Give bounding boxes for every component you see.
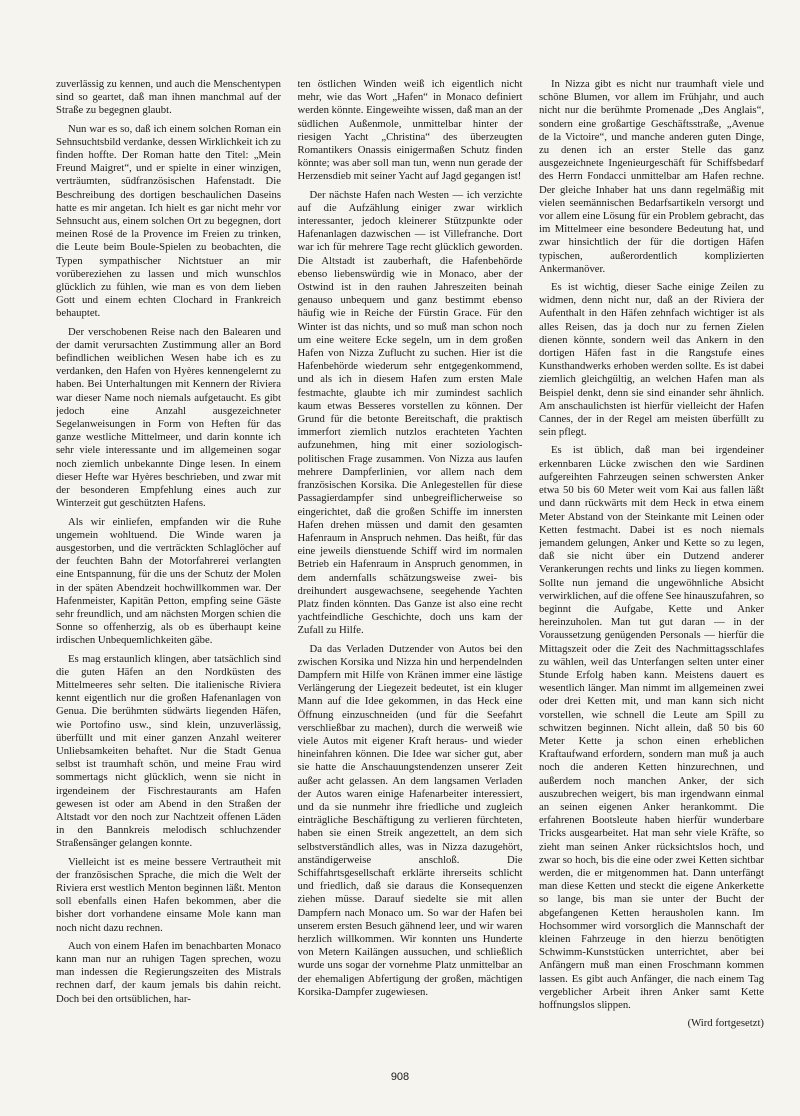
- paragraph: Der verschobenen Reise nach den Balearen und der damit verursachten Zustimmung aller an Bord befindlichen weiblichen Wesen habe ich es zu verdanken, den Hafen von Hyères kennengelernt zu haben. Bei Unterhaltungen mit Kennern der Riviera war dieser Name noch niemals aufgetaucht. Es gibt jedoch eine Anzahl ausgezeichneter Segelanweisungen in Form von Heften für das ganze westliche Mittelmeer, und darin konnte ich sehr viele interessante und im allgemeinen sogar noch ziemlich unbekannte Dinge lesen. In einem dieser Hefte war Hyères beschrieben, und zwar mit der besonderen Empfehlung eines auch zur Winterzeit gut geschützten Hafens.: [56, 325, 281, 510]
- paragraph: Da das Verladen Dutzender von Autos bei den zwischen Korsika und Nizza hin und herpendelnden Dampfern mit Hilfe von Kränen immer eine lästige Verlängerung der Liegezeit bedeutet, ist ein kluger Mann auf die Idee gekommen, in das Heck eine Öffnung einzuschneiden (und für die Seefahrt verschließbar zu machen), durch die werweiß wie viele Autos mit eigener Kraft heraus- und wieder hineinfahren können. Die Idee war sicher gut, aber sie hatte die Anschauungstendenzen unserer Zeit außer acht gelassen. An dem langsamen Verladen der Autos waren einige Hafenarbeiter interessiert, und da sie nunmehr ihre friedliche und zugleich einträgliche Beschäftigung zu verlieren fürchteten, haben sie einen Streik angezettelt, an dem sich selbstverständlich alles, was in Nizza dazugehört, anständigerweise anschloß. Die Schiffahrtsgesellschaft erklärte ihrerseits schlicht und friedlich, daß sie daraus die Konsequenzen ziehen müsse. Darauf siedelte sie mit allen Dampfern nach Monaco um. So war der Hafen bei unserem ersten Besuch gähnend leer, und wir waren herzlich willkommen. Wir konnten uns Hunderte von Metern Kailängen aussuchen, und schließlich wurde uns sogar der vornehme Platz unmittelbar an der ehemaligen Abfertigung der großen, mächtigen Korsika-Dampfer zugewiesen.: [297, 642, 523, 998]
- paragraph: Es ist üblich, daß man bei irgendeiner erkennbaren Lücke zwischen den wie Sardinen aufgereihten Fahrzeugen seinen schwersten Anker etwa 50 bis 60 Meter weit vom Kai aus fallen läßt und dann rückwärts mit dem Heck in etwa einem Meter Abstand von der Steinkante mit Leinen oder Ketten festmacht. Dabei ist es noch niemals jemandem gelungen, Anker und Kette so zu legen, daß sie nicht über ein Dutzend anderer Verankerungen rechts und links zu liegen kommen. Sollte nun jemand die ungewöhnliche Absicht verwirklichen, auf die offene See hinauszufahren, so beginnt die Aufgabe, Kette und Anker hereinzuholen. Man tut gut daran — in der Voraussetzung genügenden Personals — hierfür die Mittagszeit oder die Zeit des Nachmittagsschlafes zu wählen, weil das Unterfangen selten unter einer Stunde Erfolg haben kann. Meistens dauert es wesentlich länger. Man nimmt im allgemeinen zwei oder drei Ketten mit, und man kann sich nicht vorstellen, wie schnell die Leute am Spill zu schwitzen beginnen. Nicht allein, daß 50 bis 60 Meter Kette ja schon einen erheblichen Kraftaufwand erfordern, sondern man muß ja auch noch die anderen Ketten hinzurechnen, und außerdem noch manchen Anker, der sich auszubrechen weigert, bis man irgendwann einmal an seinen eigenen Anker herankommt. Die erfahrenen Bootsleute haben hierfür wunderbare Tricks ausgearbeitet. Hat man sehr viele Kräfte, so zieht man seinen Anker rücksichtslos hoch, und zwar so hoch, bis die eine oder zwei Ketten sichtbar werden, die er mitgenommen hat. Dann unterfängt man diese Ketten und steckt die eigene Ankerkette so lange, bis man sie unter der Bucht der abgefangenen Ketten herausholen kann. Im Hochsommer wird vorsorglich die Mannschaft der kleinen Fahrzeuge in den hierzu benötigten Schwimm-Kunststücken unterrichtet, aber bei Anfängern muß man einen Froschmann kommen lassen. Es gibt auch Anfänger, die nach einem Tag vergeblicher Arbeit ihren Anker samt Kette hoffnungslos slippen.: [539, 444, 764, 1012]
- paragraph: Es ist wichtig, dieser Sache einige Zeilen zu widmen, denn nicht nur, daß an der Riviera der Aufenthalt in den Häfen zehnfach wichtiger ist als alles Reisen, das ja doch nur zu fernen Zielen dienen könnte, sondern weil das Ankern in den dortigen Häfen fast in die Rangstufe eines Kunsthandwerks erhoben werden sollte. Es ist dabei ziemlich gleichgültig, an welchen Hafen man als Beispiel denkt, denn sie sind einander sehr ähnlich. Am anschaulichsten ist hierfür vielleicht der Hafen Cannes, der in der Regel am meisten überfüllt zu sein pflegt.: [539, 281, 764, 439]
- paragraph: Es mag erstaunlich klingen, aber tatsächlich sind die guten Häfen an den Nordküsten des Mittelmeeres sehr selten. Die italienische Riviera kennt eigentlich nur die großen Hafenanlagen von Genua. Die berühmten südwärts liegenden Häfen, wie Portofino usw., sind klein, unzuverlässig, überfüllt und mit einer ganzen Anzahl weiterer Unliebsamkeiten behaftet. Nur die Stadt Genua selbst ist traumhaft schön, und meine Frau wird sommertags nicht glücklich, wenn sie nicht in irgendeinem der Fischrestaurants am Hafen gewesen ist oder am Abend in den Straßen der Altstadt vor den noch zur Nachtzeit offenen Läden in den Bannkreis melodisch schluchzender Straßensänger gelangen konnte.: [56, 652, 281, 850]
- column-2: [298, 78, 523, 1068]
- paragraph: In Nizza gibt es nicht nur traumhaft viele und schöne Blumen, vor allem im Frühjahr, und auch nicht nur die berühmte Promenade „Des Anglais“, sondern eine großartige Geschäftsstraße, „Avenue de la Victoire“, und manche anderen guten Dinge, zu denen ich an erster Stelle das ganz ausgezeichnete Ingenieurgeschäft für Schiffsbedarf des Herrn Fondacci unmittelbar am Hafen rechne. Der gleiche Inhaber hat uns dann regelmäßig mit vielen seemännischen Bedarfsartikeln versorgt und vor allem eine Lösung für ein Problem gebracht, das im Mittelmeer eine besondere Bedeutung hat, und zwar hinsichtlich der für die dortigen Häfen typischen, außerordentlich komplizierten Ankermanöver.: [539, 78, 764, 275]
- paragraph: ten östlichen Winden weiß ich eigentlich nicht mehr, wie das Wort „Hafen“ in Monaco definiert werden könnte. Eingeweihte wissen, daß man an der südlichen Außenmole, unmittelbar hinter der riesigen Yacht „Christina“ des überzeugten Romantikers Onassis einigermaßen Schutz finden könnte; was aber soll man tun, wenn nun gerade der Herzensdieb mit seiner Yacht auf Jagd gegangen ist!: [297, 78, 523, 183]
- article-page: [56, 78, 764, 1068]
- column-3: [539, 78, 764, 1068]
- paragraph: Auch von einem Hafen im benachbarten Monaco kann man nur an ruhigen Tagen sprechen, wozu man indessen die Regierungszeiten des Mistrals rechnen darf, der kaum jemals bis dahin reicht. Doch bei den ortsüblichen, har-: [56, 939, 281, 1005]
- paragraph: Nun war es so, daß ich einem solchen Roman ein Sehnsuchtsbild verdanke, dessen Wirklichkeit ich zu finden hoffte. Der Roman hatte den Titel: „Mein Freund Maigret“, und er spielte in einer winzigen, verträumten, südfranzösischen Hafenstadt. Die Beschreibung des dortigen beschaulichen Daseins hatte es mir angetan. Ich hielt es gar nicht mehr vor Sehnsucht aus, einem solchen Ort zu begegnen, dort meinen Rosé de la Provence im Freien zu trinken, die Leute beim Boule-Spielen zu beobachten, die Typen sympathischer Nichtstuer an mir vorübereziehen zu lassen und mich wunschlos glücklich zu fühlen, wie man es von dem lieben Gott und einem echten Clochard in Frankreich behauptet.: [56, 122, 281, 320]
- paragraph: Als wir einliefen, empfanden wir die Ruhe ungemein wohltuend. Die Winde waren ja ausgestorben, und die verträckten Schlaglöcher auf der feuchten Bahn der Motorfahrerei verlangten eine Entspannung, für die uns der Schutz der Molen in der späten Abendzeit hochwillkommen war. Der Hafenmeister, Kapitän Petton, empfing seine Gäste sehr freundlich, und am nächsten Morgen schien die Sonne so offenherzig, als ob es überhaupt keine irdischen Unbequemlichkeiten gäbe.: [56, 515, 281, 647]
- paragraph: zuverlässig zu kennen, und auch die Menschentypen sind so geartet, daß man ihnen manchmal auf der Straße zu begegnen glaubt.: [56, 78, 281, 117]
- text-columns: [56, 78, 764, 1068]
- paragraph: Der nächste Hafen nach Westen — ich verzichte auf die Aufzählung einiger zwar wirklich interessanter, jedoch kleinerer Stützpunkte oder Hafenanlagen dazwischen — ist Villefranche. Dort war ich für mehrere Tage recht glücklich geworden. Die Altstadt ist zauberhaft, die Hafenbehörde ebenso liebenswürdig wie in Monaco, aber der Ostwind ist in den rauhen Jahreszeiten beinah genauso unbequem und ganz bestimmt ebenso häufig wie in Reiche der Fürstin Grace. Für den Winter ist das nichts, und so muß man schon noch um eine weitere Ecke segeln, um in dem großen Hafen von Nizza Zuflucht zu suchen. Hier ist die Hafenbehörde wiederum sehr entgegenkommend, und als ich in diesem Hafen zum ersten Male festmachte, glaubte ich mir zumindest sachlich kaum etwas Besseres vorstellen zu können. Der Grund für die betonte Bereitschaft, die praktisch immerfort ziemlich nutzlos erachteten Yachten aufzunehmen, hing mit einer soziologisch-politischen Frage zusammen. Von Nizza aus laufen mehrere Dampferlinien, vor allem nach dem französischen Korsika. Die Anlegestellen für diese Passagierdampfer sind unbegreiflicherweise so eingerichtet, daß die großen Schiffe im innersten Hafen drehen müssen und damit den gesamten Hafenraum in Anspruch nehmen. Das heißt, für das eine jeweils dienstuende Schiff wird im normalen Betrieb ein Hafenraum in Anspruch genommen, in dem andernfalls schätzungsweise zwei- bis dreihundert ausgewachsene, seegehende Yachten Platz finden könnten. Das Ganze ist also eine recht yachtfeindliche Geschichte, doch uns kam der Zufall zu Hilfe.: [297, 188, 523, 637]
- paragraph: Vielleicht ist es meine bessere Vertrautheit mit der französischen Sprache, die mich die Welt der Riviera erst westlich Menton beginnen läßt. Menton soll ebenfalls einen Hafen bekommen, aber die bisher dort vorhandene einsame Mole kann man noch nicht dazu rechnen.: [56, 855, 281, 934]
- column-1: [56, 78, 281, 1068]
- continuation-note: (Wird fortgesetzt): [687, 1017, 764, 1030]
- page-number: 908: [390, 1071, 410, 1083]
